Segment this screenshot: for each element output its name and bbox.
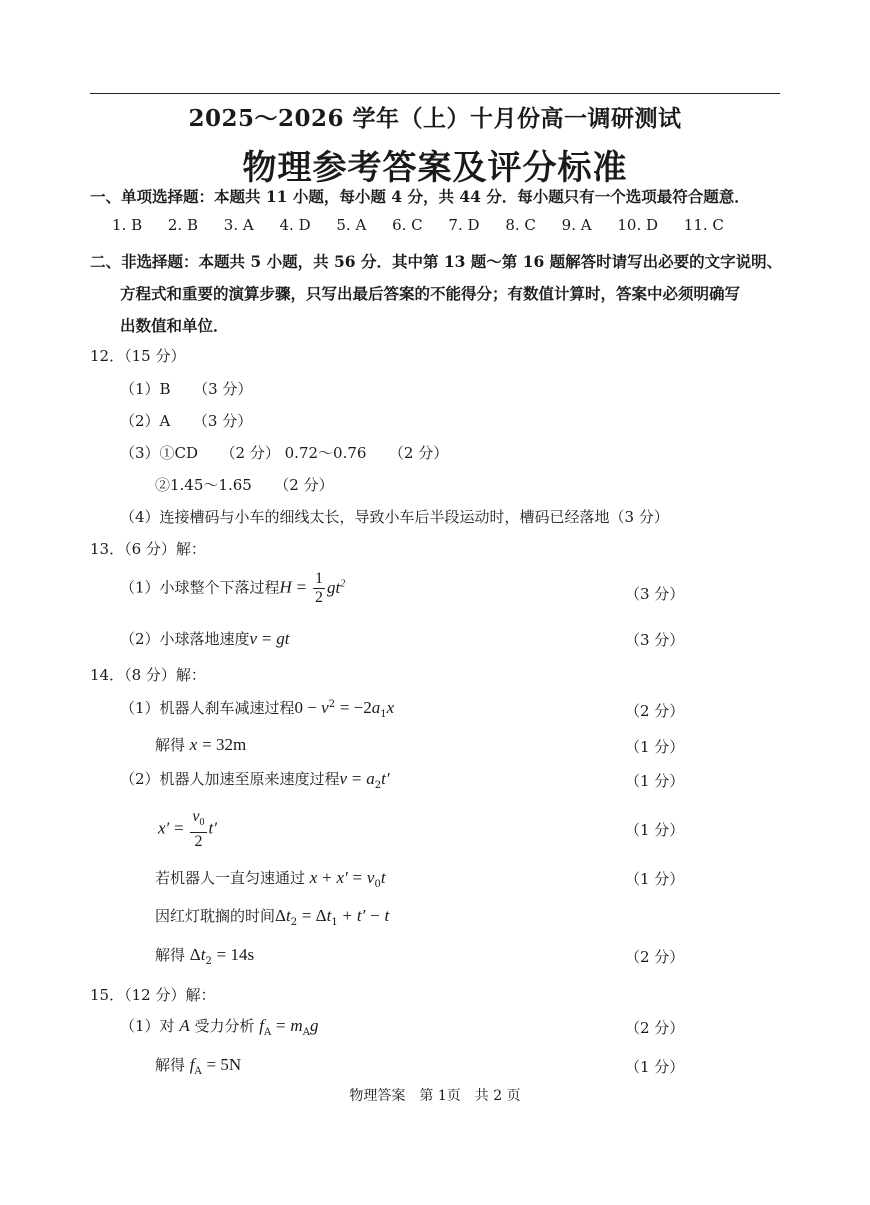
q14-part1b-score: （1 分） bbox=[625, 738, 685, 756]
section1-heading: 一、单项选择题：本题共 11 小题，每小题 4 分，共 44 分．每小题只有一个选项最符合题意． bbox=[90, 187, 750, 206]
q12-part1: （1）B （3 分） bbox=[120, 380, 253, 398]
formula: v bbox=[249, 629, 258, 648]
mcq-answer: 2. B bbox=[167, 216, 198, 234]
mcq-answer: 10. D bbox=[617, 216, 659, 234]
mcq-answer: 5. A bbox=[336, 216, 367, 234]
mcq-answers bbox=[112, 216, 724, 234]
q15-part1-text2: 受力分析 bbox=[194, 1017, 255, 1035]
formula: $gt^2$ bbox=[326, 577, 346, 597]
exam-title: 2025～2026 学年（上）十月份高一调研测试 bbox=[188, 105, 682, 132]
q14-part2: （2）机器人加速至原来速度过程$v = a_2t'$ bbox=[120, 769, 390, 791]
q12-part3b: ②1.45～1.65 （2 分） bbox=[155, 476, 334, 494]
q14-part2c-score: （1 分） bbox=[625, 870, 685, 888]
formula: x bbox=[309, 868, 318, 887]
page-footer: 物理答案 第 1页 共 2 页 bbox=[349, 1088, 521, 1104]
formula: x bbox=[189, 735, 198, 754]
q12-part2: （2）A （3 分） bbox=[120, 412, 253, 430]
q15-header: 15．（12 分）解： bbox=[90, 986, 216, 1004]
top-rule bbox=[90, 93, 780, 94]
mcq-answer: 1. B bbox=[112, 216, 143, 234]
q14-part2d-text: 因红灯耽搁的时间 bbox=[155, 907, 276, 925]
q14-part1: （1）机器人刹车减速过程$0 - v^2 = -2a_1x$ bbox=[120, 698, 395, 720]
q15-part1-score: （2 分） bbox=[625, 1019, 685, 1037]
mcq-answer: 11. C bbox=[683, 216, 724, 234]
q14-header: 14．（8 分）解： bbox=[90, 666, 206, 684]
q14-part2e: 解得 $\Delta t_2 = 14s$ bbox=[155, 945, 255, 967]
q15-part1-text: （1）对 bbox=[120, 1017, 175, 1035]
q14-part2e-score: （2 分） bbox=[625, 948, 685, 966]
formula: f bbox=[259, 1016, 265, 1035]
fraction: $\frac{1}{2}$ bbox=[314, 570, 323, 606]
q12-part4: （4）连接槽码与小车的细线太长，导致小车后半段运动时，槽码已经落地（3 分） bbox=[120, 508, 669, 526]
section2-heading-line2: 方程式和重要的演算步骤，只写出最后答案的不能得分；有数值计算时，答案中必须明确写 bbox=[120, 284, 741, 303]
q15-part1b-score: （1 分） bbox=[625, 1058, 685, 1076]
q14-part2-text: （2）机器人加速至原来速度过程 bbox=[120, 770, 340, 788]
formula: H bbox=[279, 577, 292, 597]
q14-part1b: 解得 x = 32m bbox=[155, 735, 247, 754]
mcq-answer: 7. D bbox=[448, 216, 480, 234]
mcq-answer: 4. D bbox=[279, 216, 311, 234]
object-label: A bbox=[179, 1016, 190, 1035]
q13-part1-text: （1）小球整个下落过程 bbox=[120, 578, 280, 597]
q13-part2: （2）小球落地速度v = gt bbox=[120, 629, 290, 648]
formula: Δ bbox=[275, 906, 286, 925]
q13-part1-score: （3 分） bbox=[625, 585, 685, 603]
q14-part1-score: （2 分） bbox=[625, 702, 685, 720]
exam-subtitle: 物理参考答案及评分标准 bbox=[242, 148, 628, 188]
q15-part1: （1）对 A 受力分析 $f_A = m_Ag$ bbox=[120, 1016, 319, 1038]
mcq-answer: 6. C bbox=[392, 216, 423, 234]
q13-header: 13．（6 分）解： bbox=[90, 540, 206, 558]
formula: 0 − bbox=[294, 698, 322, 717]
mcq-answer: 9. A bbox=[561, 216, 592, 234]
formula: x′ bbox=[158, 818, 170, 838]
mcq-answer: 3. A bbox=[223, 216, 254, 234]
q14-part2c: 若机器人一直匀速通过 $x + x' = v_0t$ bbox=[155, 868, 386, 890]
q13-part1: （1）小球整个下落过程H = $\frac{1}{2}$ $gt^2$ bbox=[120, 570, 346, 606]
q14-part2d: 因红灯耽搁的时间$\Delta t_2 = \Delta t_1 + t' - t$ bbox=[155, 906, 390, 928]
q12-header: 12．（15 分） bbox=[90, 347, 186, 365]
q15-part1b-text: 解得 bbox=[155, 1056, 186, 1074]
q12-part3: （3）①CD （2 分） 0.72～0.76 （2 分） bbox=[120, 444, 449, 462]
fraction: $\frac{v_0}{2}$ bbox=[192, 808, 205, 851]
q14-part1b-text: 解得 bbox=[155, 736, 186, 754]
q14-part1-text: （1）机器人刹车减速过程 bbox=[120, 699, 295, 717]
formula: v bbox=[339, 769, 348, 788]
formula: Δ bbox=[189, 945, 201, 964]
formula: f bbox=[189, 1055, 195, 1074]
mcq-answer: 8. C bbox=[505, 216, 536, 234]
section2-heading-line1: 二、非选择题：本题共 5 小题，共 56 分．其中第 13 题～第 16 题解答时请写出必要的文字说明、 bbox=[90, 252, 783, 271]
q14-part2e-text: 解得 bbox=[155, 946, 186, 964]
q15-part1b: 解得 $f_A = 5N$ bbox=[155, 1055, 242, 1077]
section2-heading-line3: 出数值和单位． bbox=[120, 316, 229, 335]
q14-part2-score: （1 分） bbox=[625, 772, 685, 790]
q13-part2-score: （3 分） bbox=[625, 631, 685, 649]
q14-part2b: x′ = $\frac{v_0}{2}$ t′ bbox=[158, 808, 217, 851]
q14-part2b-score: （1 分） bbox=[625, 821, 685, 839]
q14-part2c-text: 若机器人一直匀速通过 bbox=[155, 869, 306, 887]
q13-part2-text: （2）小球落地速度 bbox=[120, 630, 250, 648]
